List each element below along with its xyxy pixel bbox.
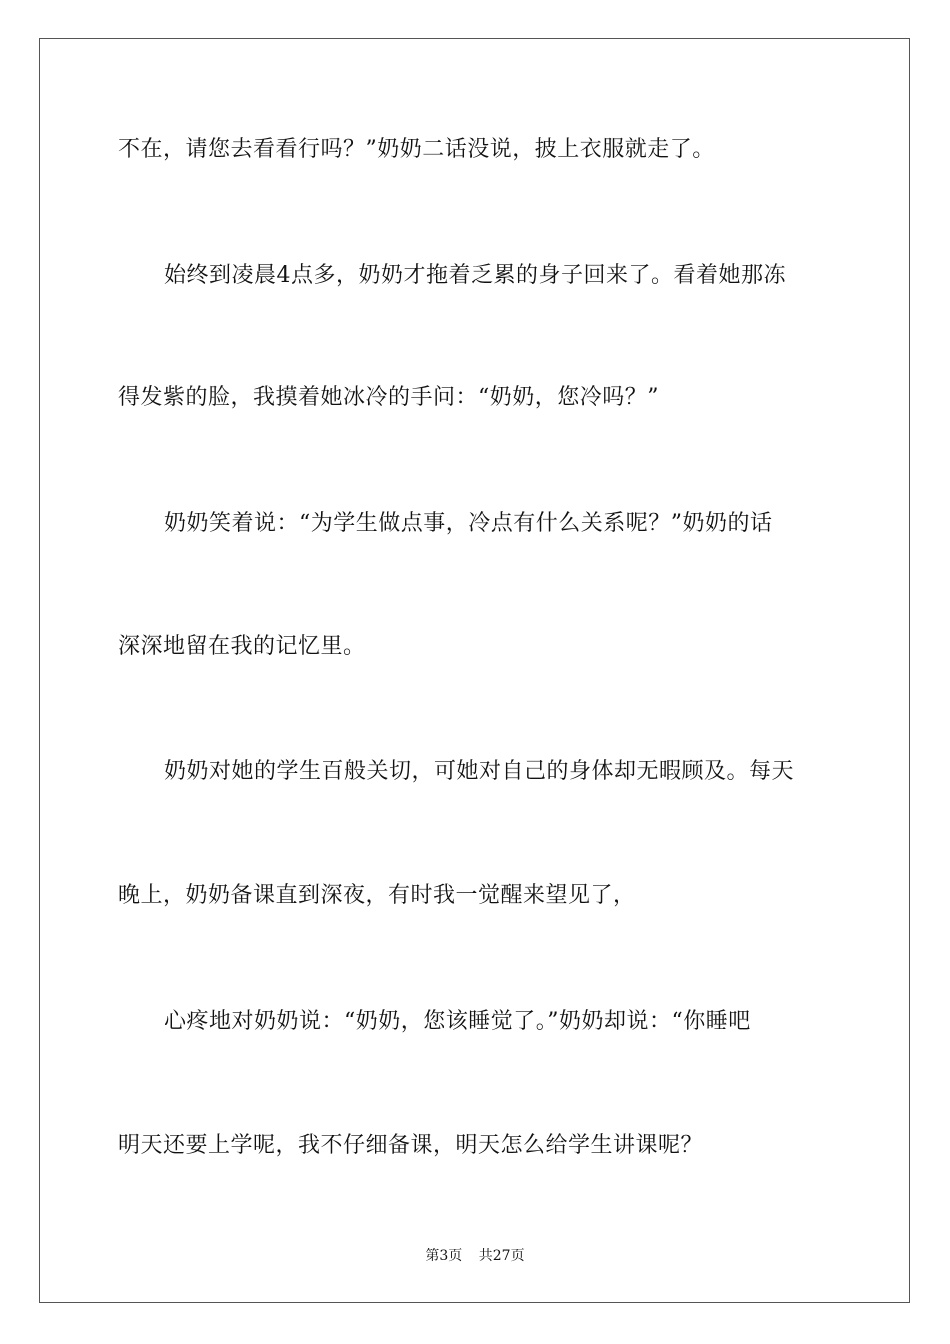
body-line-1: 不在，请您去看看行吗？”奶奶二话没说，披上衣服就走了。 — [118, 137, 715, 162]
page-number: 第3页 — [425, 1248, 463, 1264]
page-total: 共27页 — [478, 1248, 525, 1264]
body-line-4: 奶奶笑着说：“为学生做点事，冷点有什么关系呢？”奶奶的话 — [164, 511, 773, 536]
body-line-6: 奶奶对她的学生百般关切，可她对自己的身体却无暇顾及。每天 — [164, 759, 795, 784]
body-line-3: 得发紫的脸，我摸着她冰冷的手问：“奶奶，您冷吗？” — [118, 385, 659, 410]
body-line-7: 晚上，奶奶备课直到深夜，有时我一觉醒来望见了， — [118, 883, 636, 908]
body-line-2: 始终到凌晨4点多，奶奶才拖着乏累的身子回来了。看着她那冻 — [164, 263, 786, 288]
body-line-9: 明天还要上学呢，我不仔细备课，明天怎么给学生讲课呢？ — [118, 1133, 704, 1158]
page-border — [39, 38, 910, 1303]
body-line-5: 深深地留在我的记忆里。 — [118, 634, 366, 659]
page-footer — [0, 1247, 950, 1265]
body-line-8: 心疼地对奶奶说：“奶奶，您该睡觉了。”奶奶却说：“你睡吧 — [164, 1009, 751, 1034]
